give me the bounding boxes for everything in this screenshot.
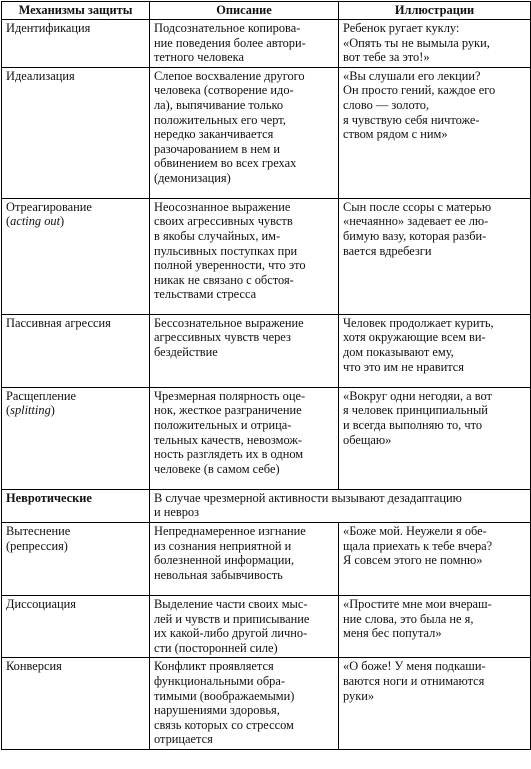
mechanism-cell [2, 658, 150, 750]
cell-line: болезненной информации, [154, 553, 295, 568]
cell-line: Отреагирование [6, 199, 92, 214]
cell-line: Чрезмерная полярность оце- [154, 388, 306, 403]
table-row [2, 314, 531, 387]
cell-line: дом показывают ему, [343, 344, 454, 359]
cell-line: невольная забывчивость [154, 567, 283, 582]
illustration-cell [339, 595, 531, 657]
header-illustrations: Иллюстрации [339, 2, 531, 20]
table-row [2, 387, 531, 489]
cell-line: сти (посторонней силе) [154, 640, 278, 655]
description-cell [150, 198, 339, 314]
cell-line: и всегда выполняю то, что [343, 417, 483, 432]
cell-line: В случае чрезмерной активности вызывают дезадаптацию [154, 490, 462, 505]
cell-line: агрессивных чувств через [154, 330, 291, 345]
illustration-cell [339, 658, 531, 750]
cell-line: «Боже мой. Неужели я обе- [343, 523, 487, 538]
cell-line: тимыми (воображаемыми) [154, 688, 295, 703]
cell-line: Идеализация [6, 68, 75, 83]
cell-line: пульсивных поступках при [154, 243, 298, 258]
cell-line: Вытеснение [6, 523, 71, 538]
cell-line: в якобы случайных, им- [154, 228, 281, 243]
cell-line: я человек принципиальный [343, 403, 488, 418]
table-body [2, 20, 531, 750]
table-row [2, 20, 531, 68]
cell-line: Конверсия [6, 659, 62, 674]
cell-line: я чувствую себя ничтоже- [343, 112, 480, 127]
cell-line: никак не связано с обстоя- [154, 272, 294, 287]
cell-line: «Вы слушали его лекции? [343, 68, 481, 83]
cell-line: «нечаянно» задевает ее лю- [343, 214, 489, 229]
cell-line: Выделение части своих мыс- [154, 596, 308, 611]
table-row [2, 522, 531, 595]
cell-line: Он просто гений, каждое его [343, 83, 496, 98]
mechanism-cell [2, 198, 150, 314]
header-row [2, 2, 531, 20]
cell-line: своих агрессивных чувств [154, 214, 293, 229]
cell-line: функциональными обра- [154, 673, 285, 688]
cell-line: бездействие [154, 344, 218, 359]
cell-line: нередко заканчивается [154, 127, 274, 142]
description-cell [150, 67, 339, 198]
cell-line: ность разглядеть их в одном [154, 447, 304, 462]
cell-line: ваются ноги и отнимаются [343, 673, 485, 688]
illustration-cell [339, 67, 531, 198]
cell-line: хотя окружающие всем ви- [343, 330, 486, 345]
table-row [2, 658, 531, 750]
mechanism-cell [2, 595, 150, 657]
cell-line: Пассивная агрессия [6, 315, 111, 330]
cell-line: «Опять ты не вымыла руки, [343, 35, 490, 50]
defense-mechanisms-table [1, 1, 531, 750]
cell-line: что это им не нравится [343, 359, 465, 374]
description-cell [150, 20, 339, 68]
section-description [150, 489, 531, 522]
header-mechanisms: Механизмы защиты [2, 2, 150, 20]
cell-line: нарушениями здоровья, [154, 703, 280, 718]
cell-line: меня бес попутал» [343, 626, 442, 641]
cell-line: «Простите мне мои вчераш- [343, 596, 492, 611]
table-row [2, 198, 531, 314]
cell-line: Подсознательное копирова- [154, 21, 301, 35]
cell-line: «О боже! У меня подкаши- [343, 659, 486, 674]
cell-line: щала приехать к тебе вчера? [343, 538, 493, 553]
cell-line: Расщепление [6, 388, 77, 403]
cell-line: вот тебе за это!» [343, 50, 430, 65]
mechanism-cell [2, 522, 150, 595]
mechanism-cell [2, 387, 150, 489]
cell-line: обвинением во всех грехах [154, 156, 297, 171]
cell-line: человеке (в самом себе) [154, 461, 280, 476]
cell-line: Сын после ссоры с матерью [343, 199, 492, 214]
cell-line: тетного человека [154, 50, 244, 65]
illustration-cell [339, 198, 531, 314]
cell-line: ла), выпячивание только [154, 97, 284, 112]
cell-line: их какой-либо другой лично- [154, 626, 308, 641]
description-cell [150, 595, 339, 657]
illustration-cell [339, 314, 531, 387]
cell-line: ние поведения более автори- [154, 35, 306, 50]
cell-line: Конфликт проявляется [154, 659, 274, 674]
cell-line: Диссоциация [6, 596, 76, 611]
cell-line: тельных качеств, невозмож- [154, 432, 303, 447]
cell-line: полной уверенности, что это [154, 258, 306, 273]
section-row [2, 489, 531, 522]
cell-line: Идентификация [6, 21, 91, 35]
cell-line: Ребенок ругает куклу: [343, 21, 460, 35]
cell-line: (acting out) [6, 214, 65, 229]
cell-line: отрицается [154, 732, 213, 747]
cell-line: «Вокруг одни негодяи, а вот [343, 388, 492, 403]
cell-line: Неосознанное выражение [154, 199, 291, 214]
cell-line: связь которых со стрессом [154, 717, 294, 732]
cell-line: обещаю» [343, 432, 392, 447]
illustration-cell [339, 522, 531, 595]
illustration-cell [339, 20, 531, 68]
header-description: Описание [150, 2, 339, 20]
description-cell [150, 314, 339, 387]
table-row [2, 67, 531, 198]
section-name: Невротические [2, 489, 150, 522]
cell-line: лей и чувств и приписывание [154, 611, 310, 626]
cell-line: руки» [343, 688, 375, 703]
cell-line: вается вдребезги [343, 243, 432, 258]
cell-line: тельствами стресса [154, 287, 257, 302]
description-cell [150, 387, 339, 489]
cell-line: из сознания неприятной и [154, 538, 292, 553]
cell-line: бимую вазу, которая разби- [343, 228, 487, 243]
cell-line: положительных и отрица- [154, 417, 292, 432]
cell-line: Я совсем этого не помню» [343, 553, 483, 568]
cell-line: положительных его черт, [154, 112, 286, 127]
cell-line: Человек продолжает курить, [343, 315, 494, 330]
cell-line: Слепое восхваление другого [154, 68, 305, 83]
table-row [2, 595, 531, 657]
cell-line: слово — золото, [343, 97, 430, 112]
description-cell [150, 658, 339, 750]
cell-line: ством рядом с ним» [343, 127, 448, 142]
cell-line: Бессознательное выражение [154, 315, 304, 330]
cell-line: человека (сотворение идо- [154, 83, 294, 98]
cell-line: Непреднамеренное изгнание [154, 523, 306, 538]
cell-line: разочарованием в нем и [154, 141, 281, 156]
cell-line: (splitting) [6, 403, 55, 418]
mechanism-cell [2, 314, 150, 387]
cell-line: и невроз [154, 505, 199, 520]
cell-line: (демонизация) [154, 170, 231, 185]
cell-line: нок, жесткое разграничение [154, 403, 302, 418]
description-cell [150, 522, 339, 595]
cell-line: ние слова, это была не я, [343, 611, 474, 626]
mechanism-cell [2, 67, 150, 198]
mechanism-cell [2, 20, 150, 68]
illustration-cell [339, 387, 531, 489]
cell-line: (репрессия) [6, 538, 68, 553]
